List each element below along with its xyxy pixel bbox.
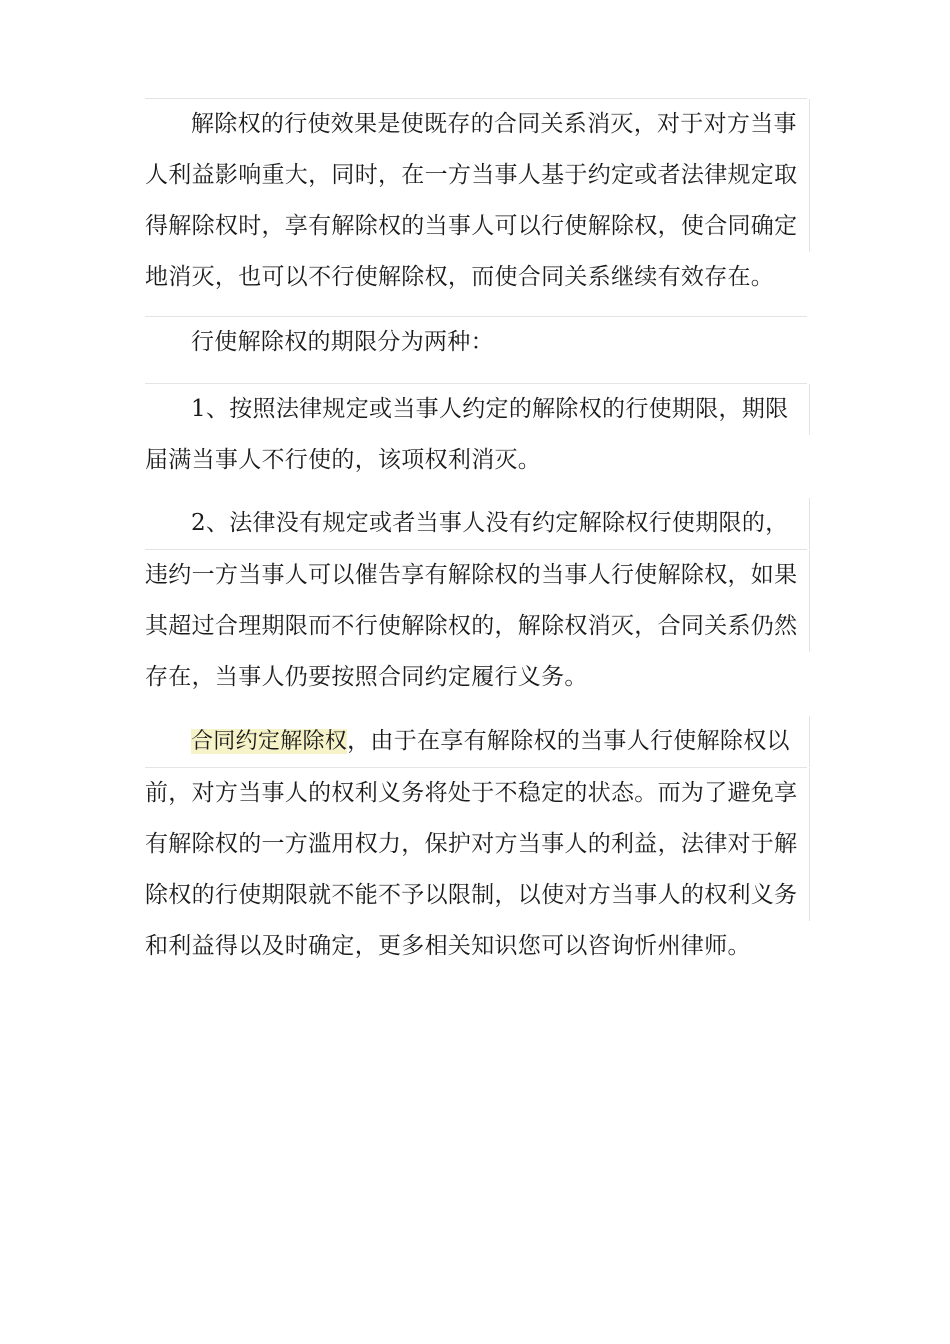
paragraph-term-one xyxy=(145,383,807,486)
line-text: 1、按照法律规定或当事人约定的解除权的行使期限，期限 xyxy=(191,396,789,422)
line-text: 届满当事人不行使的，该项权利消灭。 xyxy=(145,447,542,473)
paragraph-line xyxy=(145,601,807,652)
line-text: 和利益得以及时确定，更多相关知识您可以咨询忻州律师。 xyxy=(145,933,751,959)
line-text: 除权的行使期限就不能不予以限制，以使对方当事人的权利义务 xyxy=(145,882,798,908)
paragraph-line xyxy=(145,652,807,703)
paragraph-exercise-effect xyxy=(145,98,807,303)
paragraph-line xyxy=(145,252,807,303)
line-text: 其超过合理期限而不行使解除权的，解除权消灭，合同关系仍然 xyxy=(145,613,798,639)
paragraph-line xyxy=(145,819,807,870)
line-text: 人利益影响重大，同时，在一方当事人基于约定或者法律规定取 xyxy=(145,162,798,188)
paragraph-conclusion xyxy=(145,716,807,972)
paragraph-term-intro xyxy=(145,316,807,368)
paragraph-line xyxy=(145,435,807,486)
line-text: 存在，当事人仍要按照合同约定履行义务。 xyxy=(145,664,588,690)
paragraph-line xyxy=(145,549,807,601)
line-text: 得解除权时，享有解除权的当事人可以行使解除权，使合同确定 xyxy=(145,213,798,239)
paragraph-line xyxy=(145,150,807,201)
paragraph-line xyxy=(145,921,807,972)
line-text: ，由于在享有解除权的当事人行使解除权以 xyxy=(347,728,790,754)
line-text: 2、法律没有规定或者当事人没有约定解除权行使期限的， xyxy=(191,510,789,536)
paragraph-line xyxy=(145,716,807,767)
paragraph-line xyxy=(145,98,807,150)
paragraph-line xyxy=(145,767,807,819)
paragraph-line xyxy=(145,201,807,252)
paragraph-line xyxy=(145,870,807,921)
highlighted-keyword: 合同约定解除权 xyxy=(191,729,348,754)
line-text: 行使解除权的期限分为两种： xyxy=(191,329,494,355)
line-text: 有解除权的一方滥用权力，保护对方当事人的利益，法律对于解 xyxy=(145,831,798,857)
paragraph-line xyxy=(145,498,807,549)
line-text: 前，对方当事人的权利义务将处于不稳定的状态。而为了避免享 xyxy=(145,780,798,806)
paragraph-line xyxy=(145,383,807,435)
line-text: 地消灭，也可以不行使解除权，而使合同关系继续有效存在。 xyxy=(145,264,775,290)
paragraph-term-two xyxy=(145,498,807,703)
line-text: 解除权的行使效果是使既存的合同关系消灭，对于对方当事 xyxy=(191,111,797,137)
paragraph-line xyxy=(145,316,807,368)
line-text: 违约一方当事人可以催告享有解除权的当事人行使解除权，如果 xyxy=(145,562,798,588)
